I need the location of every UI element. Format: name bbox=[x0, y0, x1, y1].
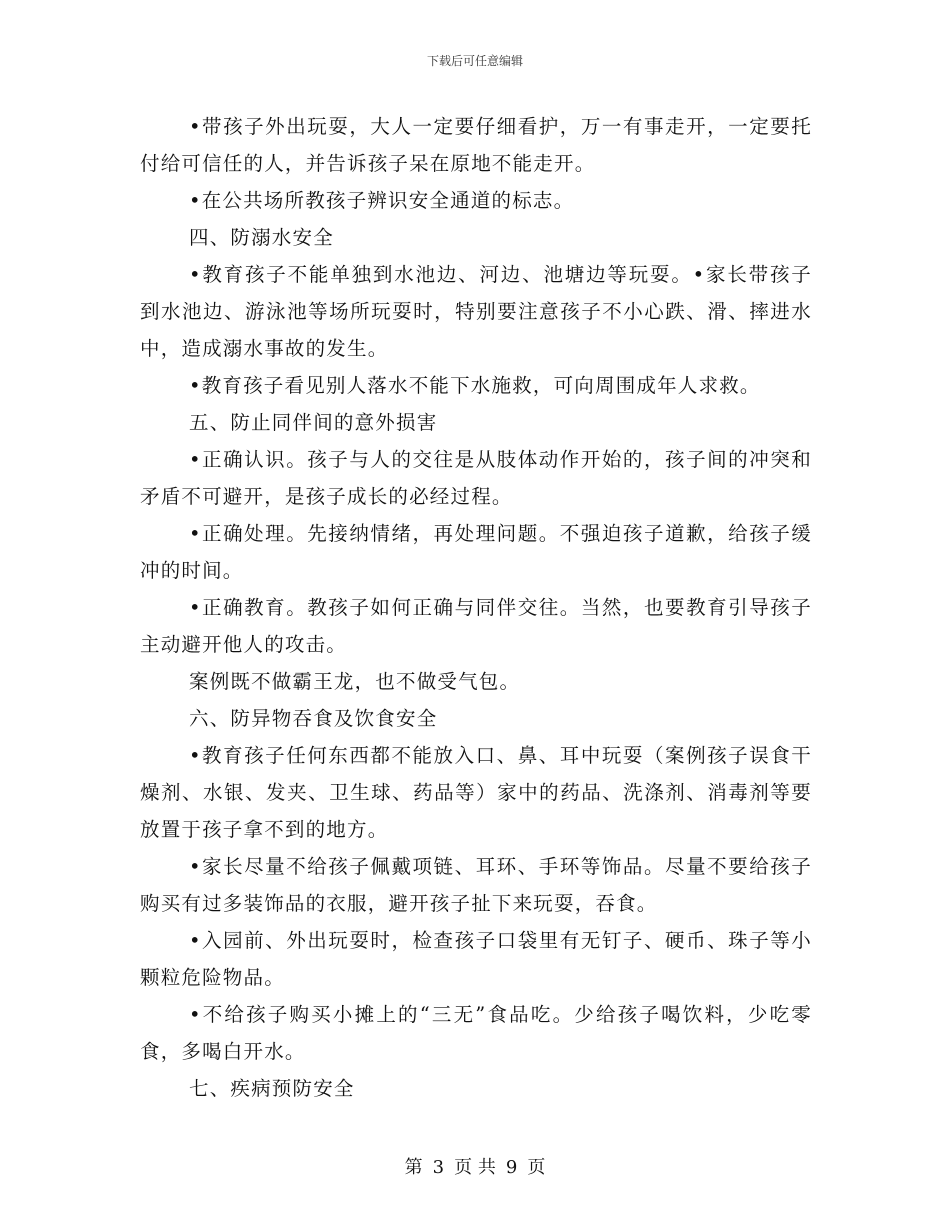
footer-prefix: 第 bbox=[404, 1157, 423, 1178]
paragraph-8: 案例既不做霸王龙，也不做受气包。 bbox=[189, 670, 521, 693]
document-body bbox=[140, 108, 812, 1107]
page-header: 下载后可任意编辑 bbox=[426, 54, 523, 68]
paragraph-5: •正确认识。孩子与人的交往是从肢体动作开始的，孩子间的冲突和矛盾不可避开，是孩子成长的必经过程。 bbox=[140, 448, 812, 508]
paragraph-4: •教育孩子看见别人落水不能下水施救，可向周围成年人求救。 bbox=[189, 374, 761, 397]
paragraph-2: •在公共场所教孩子辨识安全通道的标志。 bbox=[189, 189, 575, 212]
footer-current-page: 3 bbox=[432, 1157, 445, 1178]
section-heading-7: 七、疾病预防安全 bbox=[189, 1077, 355, 1100]
section-heading-6: 六、防异物吞食及饮食安全 bbox=[189, 707, 438, 730]
footer-middle: 页 共 bbox=[454, 1157, 496, 1178]
paragraph-6: •正确处理。先接纳情绪，再处理问题。不强迫孩子道歉，给孩子缓冲的时间。 bbox=[140, 522, 812, 582]
paragraph-10: •家长尽量不给孩子佩戴项链、耳环、手环等饰品。尽量不要给孩子购买有过多装饰品的衣服，避开孩子扯下来玩耍，吞食。 bbox=[140, 855, 812, 915]
paragraph-9: •教育孩子任何东西都不能放入口、鼻、耳中玩耍（案例孩子误食干燥剂、水银、发夹、卫生球、药品等）家中的药品、洗涤剂、消毒剂等要放置于孩子拿不到的地方。 bbox=[140, 744, 812, 841]
paragraph-1: •带孩子外出玩耍，大人一定要仔细看护，万一有事走开，一定要托付给可信任的人，并告诉孩子呆在原地不能走开。 bbox=[140, 115, 812, 175]
footer-suffix: 页 bbox=[527, 1157, 546, 1178]
paragraph-11: •入园前、外出玩耍时，检查孩子口袋里有无钉子、硬币、珠子等小颗粒危险物品。 bbox=[140, 929, 812, 989]
section-heading-4: 四、防溺水安全 bbox=[189, 226, 334, 249]
paragraph-12: •不给孩子购买小摊上的“三无”食品吃。少给孩子喝饮料，少吃零食，多喝白开水。 bbox=[140, 1003, 812, 1063]
section-heading-5: 五、防止同伴间的意外损害 bbox=[189, 411, 438, 434]
paragraph-3: •教育孩子不能单独到水池边、河边、池塘边等玩耍。•家长带孩子到水池边、游泳池等场所玩耍时，特别要注意孩子不小心跌、滑、摔进水中，造成溺水事故的发生。 bbox=[140, 263, 812, 360]
page-footer bbox=[0, 1153, 950, 1179]
footer-total-pages: 9 bbox=[505, 1157, 518, 1178]
paragraph-7: •正确教育。教孩子如何正确与同伴交往。当然，也要教育引导孩子主动避开他人的攻击。 bbox=[140, 596, 812, 656]
